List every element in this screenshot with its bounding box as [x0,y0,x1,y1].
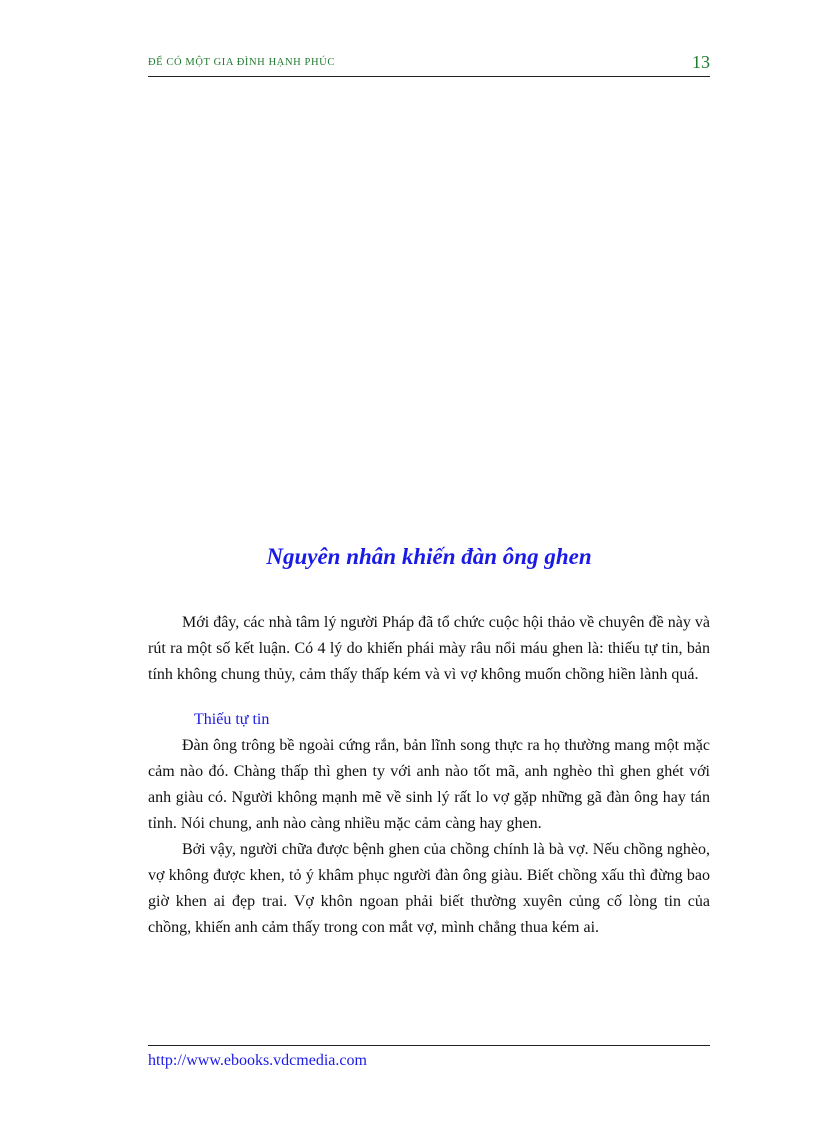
running-title: ĐỂ CÓ MỘT GIA ĐÌNH HẠNH PHÚC [148,57,335,68]
page-number: 13 [692,52,710,72]
page-header [148,52,710,77]
page-footer [148,1045,710,1070]
section-heading: Thiếu tự tin [194,711,270,728]
footer-url-link[interactable]: http://www.ebooks.vdcmedia.com [148,1052,367,1069]
chapter-title: Nguyên nhân khiến đàn ông ghen [266,544,592,569]
intro-paragraph: Mới đây, các nhà tâm lý người Pháp đã tổ chức cuộc hội thảo về chuyên đề này và rút ra một số kết luận. Có 4 lý do khiến phái mày râu nổi máu ghen là: thiếu tự tin, bản tính không chung thủy, cảm thấy thấp kém và vì vợ không muốn chồng hiền lành quá. [148,614,710,683]
article-body [148,610,710,941]
body-paragraph: Đàn ông trông bề ngoài cứng rắn, bản lĩnh song thực ra họ thường mang một mặc cảm nào đó. Chàng thấp thì ghen ty với anh nào tốt mã, anh nghèo thì ghen ghét với anh giàu có. Người không mạnh mẽ về sinh lý rất lo vợ gặp những gã đàn ông hay tán tỉnh. Nói chung, anh nào càng nhiều mặc cảm càng hay ghen. [148,737,710,832]
body-paragraph: Bởi vậy, người chữa được bệnh ghen của chồng chính là bà vợ. Nếu chồng nghèo, vợ không được khen, tỏ ý khâm phục người đàn ông giàu. Biết chồng xấu thì đừng bao giờ khen ai đẹp trai. Vợ khôn ngoan phải biết thường xuyên củng cố lòng tin của chồng, khiến anh cảm thấy trong con mắt vợ, mình chẳng thua kém ai. [148,841,710,936]
